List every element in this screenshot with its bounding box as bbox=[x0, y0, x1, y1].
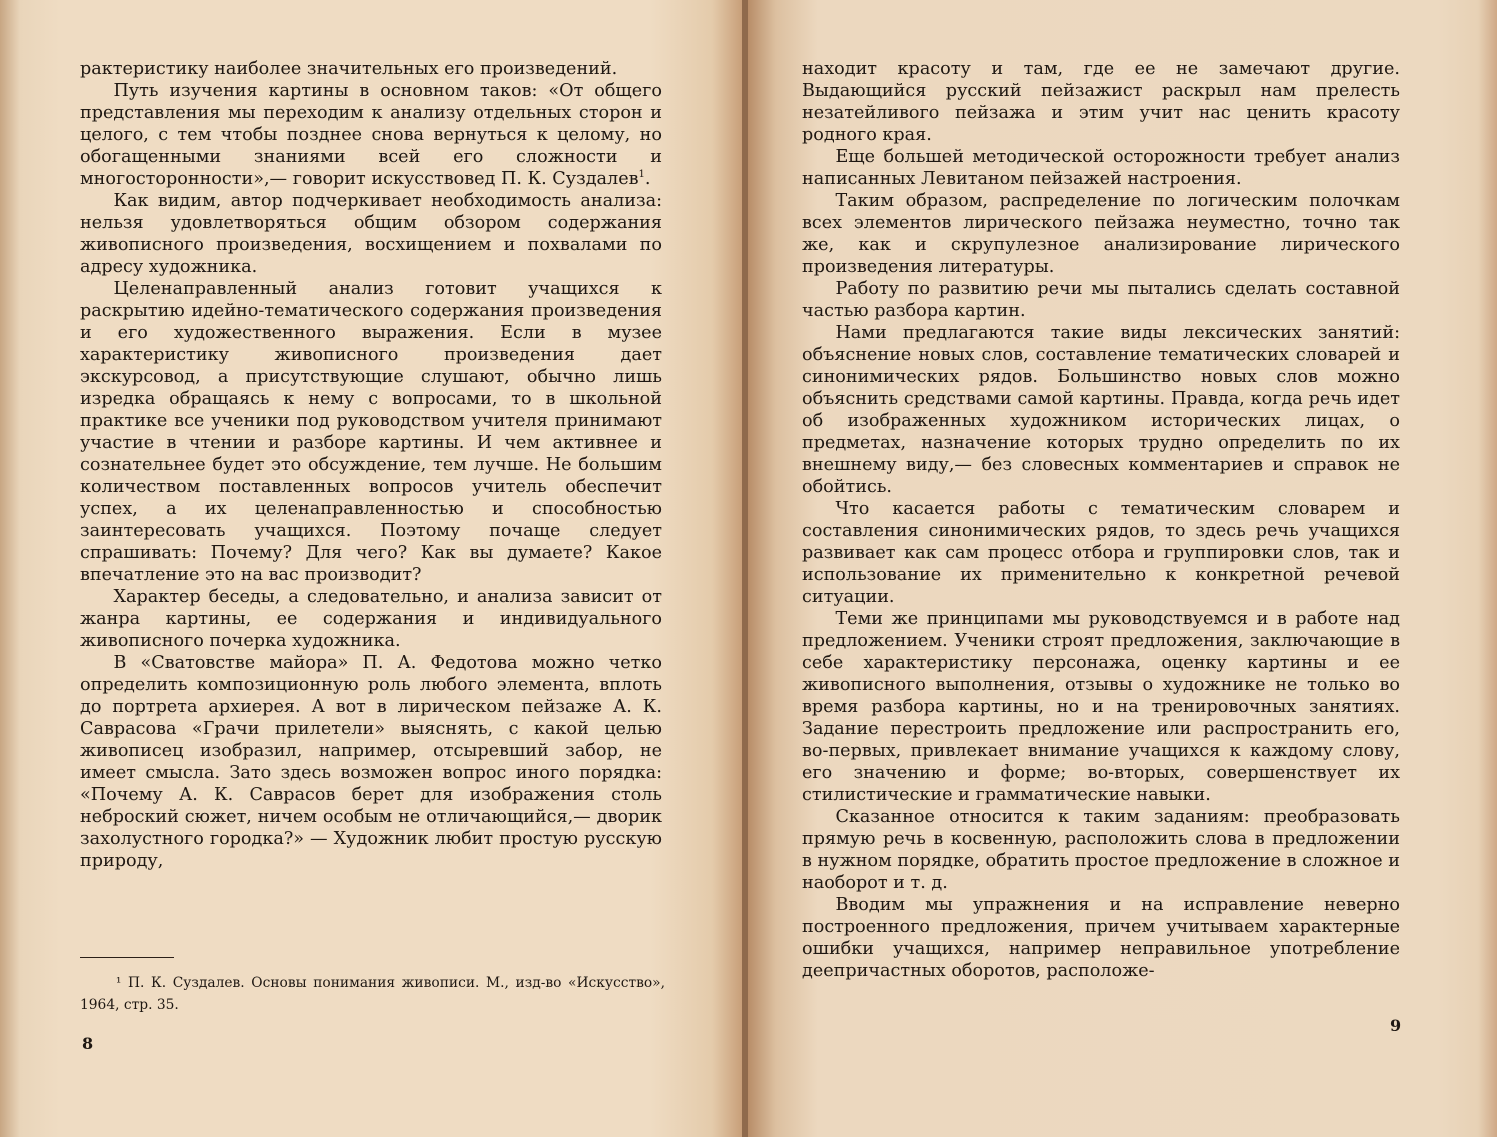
paragraph: Нами предлагаются такие виды лексических занятий: объяснение новых слов, составление тематических словарей и синонимических рядов. Большинство новых слов можно объяснить средствами самой картины. Правда, когда речь идет об изображенных художником исторических лицах, о предметах, назначение которых трудно определить по их внешнему виду,— без словесных комментариев и справок не обойтись. bbox=[802, 323, 1400, 497]
paragraph: В «Сватовстве майора» П. А. Федотова можно четко определить композиционную роль любого элемента, вплоть до портрета архиерея. А вот в лирическом пейзаже А. К. Саврасова «Грачи прилетели» выяснять, с какой целью живописец изобразил, например, отсыревший забор, не имеет смысла. Зато здесь возможен вопрос иного порядка: «Почему А. К. Саврасов берет для изображения столь неброский сюжет, ничем особым не отличающийся,— дворик захолустного городка?» — Художник любит простую русскую природу, bbox=[80, 653, 662, 871]
paragraph: Сказанное относится к таким заданиям: преобразовать прямую речь в косвенную, расположить слова в предложении в нужном порядке, обратить простое предложение в сложное и наоборот и т. д. bbox=[802, 807, 1400, 893]
paragraph: Вводим мы упражнения и на исправление неверно построенного предложения, причем учитываем характерные ошибки учащихся, например неправильное употребление деепричастных оборотов, расположе- bbox=[802, 895, 1400, 981]
paragraph: Путь изучения картины в основном таков: «От общего представления мы переходим к анализу отдельных сторон и целого, с тем чтобы позднее снова вернуться к целому, но обогащенными знаниями всей его сложности и многосторонности»,— говорит искусствовед П. К. Суздалев$^1$. bbox=[80, 81, 662, 189]
paragraph: Целенаправленный анализ готовит учащихся к раскрытию идейно-тематического содержания произведения и его художественного выражения. Если в музее характеристику живописного произведения дает экскурсовод, а присутствующие слушают, обычно лишь изредка обращаясь к нему с вопросами, то в школьной практике все ученики под руководством учителя принимают участие в чтении и разборе картины. И чем активнее и сознательнее будет это обсуждение, тем лучше. Не большим количеством поставленных вопросов учитель обеспечит успех, а их целенаправленностью и способностью заинтересовать учащихся. Поэтому почаще следует спрашивать: Почему? Для чего? Как вы думаете? Какое впечатление это на вас производит? bbox=[80, 279, 662, 585]
paragraph: Как видим, автор подчеркивает необходимость анализа: нельзя удовлетворяться общим обзором содержания живописного произведения, восхищением и похвалами по адресу художника. bbox=[80, 191, 662, 277]
paragraph: находит красоту и там, где ее не замечают другие. Выдающийся русский пейзажист раскрыл нам прелесть незатейливого пейзажа и этим учит нас ценить красоту родного края. bbox=[802, 59, 1400, 145]
footnote-text: ¹ П. К. Суздалев. Основы понимания живописи. М., изд-во «Искусство», 1964, стр. 35. bbox=[80, 975, 665, 1013]
paragraph: Характер беседы, а следовательно, и анализа зависит от жанра картины, ее содержания и индивидуального живописного почерка художника. bbox=[80, 587, 662, 651]
right-page bbox=[748, 0, 1497, 1137]
footnote-divider bbox=[80, 957, 174, 958]
page-number: 8 bbox=[82, 1034, 94, 1053]
page-number: 9 bbox=[1390, 1016, 1402, 1035]
paragraph: Теми же принципами мы руководствуемся и в работе над предложением. Ученики строят предложения, заключающие в себе характеристику персонажа, оценку картины и ее живописного выполнения, отзывы о художнике не только во время разбора картины, но и на тренировочных занятиях. Задание перестроить предложение или распространить его, во-первых, привлекает внимание учащихся к каждому слову, его значению и форме; во-вторых, совершенствует их стилистические и грамматические навыки. bbox=[802, 609, 1400, 805]
paragraph: Таким образом, распределение по логическим полочкам всех элементов лирического пейзажа неуместно, точно так же, как и скрупулезное анализирование лирического произведения литературы. bbox=[802, 191, 1400, 277]
right-page-text bbox=[802, 58, 1400, 982]
footnote-marker: 1 bbox=[638, 169, 645, 181]
paragraph: Работу по развитию речи мы пытались сделать составной частью разбора картин. bbox=[802, 279, 1400, 321]
paragraph: рактеристику наиболее значительных его произведений. bbox=[80, 59, 618, 79]
left-page-text bbox=[80, 58, 662, 872]
paragraph: Еще большей методической осторожности требует анализ написанных Левитаном пейзажей настроения. bbox=[802, 147, 1400, 189]
footnote bbox=[80, 972, 665, 1016]
paragraph: Что касается работы с тематическим словарем и составления синонимических рядов, то здесь речь учащихся развивает как сам процесс отбора и группировки слов, так и использование их применительно к конкретной речевой ситуации. bbox=[802, 499, 1400, 607]
left-page bbox=[0, 0, 742, 1137]
